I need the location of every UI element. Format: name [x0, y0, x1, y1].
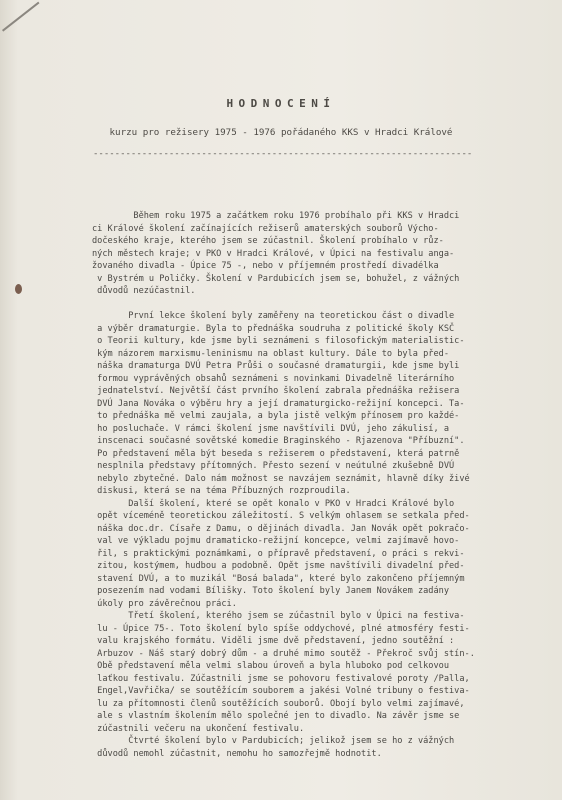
document-subtitle: kurzu pro režisery 1975 - 1976 pořádaného KKS v Hradci Králové: [109, 127, 453, 138]
document-title: HODNOCENÍ: [226, 97, 336, 110]
dashed-divider: ----------------------------------------------------------------------: [93, 149, 473, 159]
document-body: Během roku 1975 a začátkem roku 1976 probíhalo při KKS v Hradci ci Králové školení začínajících režiserů amaterských souborů Výcho- dočeského kraje, kterého jsem se zúčastnil. Školení probíhalo v růz- ných městech kraje; v PKO v Hradci Králové, v Úpici na festivalu anga- žovaného divadla - Úpice 75 -, nebo v příjemném prostředí divadélka v Bystrém u Poličky. Školení v Pardubicích jsem se, bohužel, z vážných důvodů nezúčastnil. První lekce školení byly zaměřeny na teoretickou část o divadle a výběr dramaturgie. Byla to přednáška soudruha z politické školy KSČ o Teorii kultury, kde jsme byli seznámeni s filosofickým materialistic- kým názorem marxismu-leninismu na oblast kultury. Dále to byla před- náška dramaturga DVÚ Petra Průši o současné dramaturgii, kde jsme byli formou vyprávěných obsahů seznámeni s novinkami Divadelně literárního jednatelství. Největší část prvního školení zabrala přednáška režisera DVÚ Jana Nováka o výběru hry a její dramaturgicko-režijní koncepci. Ta- to přednáška mě velmi zaujala, a byla jistě velkým přínosem pro každé- ho posluchače. V rámci školení jsme navštívili DVÚ, jeho zákulisí, a inscenaci současné sovětské komedie Braginského - Rjazenova "Příbuzní". Po představení měla být beseda s režiserem o představení, která patrně nesplnila představy přítomných. Přesto sezení v neútulné zkušebně DVÚ nebylo zbytečné. Dalo nám možnost se navzájem seznámit, hlavně díky živé diskusi, která se na téma Příbuzných rozproudila. Další školení, které se opět konalo v PKO v Hradci Králové bylo opět víceméně teoretickou záležitostí. S velkým ohlasem se setkala před- náška doc.dr. Císaře z Damu, o dějinách divadla. Jan Novák opět pokračo- val ve výkladu pojmu dramaticko-režijní koncepce, velmi zajímavě hovo- řil, s praktickými poznámkami, o přípravě představení, o práci s rekvi- zitou, kostýmem, hudbou a podobně. Opět jsme navštívili divadelní před- stavení DVÚ, a to muzikál "Bosá balada", které bylo zakončeno příjemným posezením nad vodami Bílišky. Toto školení byly Janem Novákem zadány úkoly pro závěrečnou práci. Třetí školení, kterého jsem se zúčastnil bylo v Úpici na festiva- lu - Úpice 75-. Toto školení bylo spíše oddychové, plné atmosféry festi- valu krajského formátu. Viděli jsme dvě představení, jedno soutěžní : Arbuzov - Náš starý dobrý dům - a druhé mimo soutěž - Překroč svůj stín-. Obě představení měla velmi slabou úroveň a byla hluboko pod celkovou laťkou festivalu. Zúčastnili jsme se pohovoru festivalové poroty /Palla, Engel,Vavřička/ se soutěžícím souborem a jakési Volné tribuny o festiva- lu za přítomnosti členů soutěžících souborů. Obojí bylo velmi zajímavé, ale s vlastním školením mělo společné jen to divadlo. Na závěr jsme se zúčastnili večeru na ukončení festivalu. Čtvrté školení bylo v Pardubicích; jelikož jsem se ho z vážných důvodů nemohl zúčastnit, nemohu ho samozřejmě hodnotit.: [92, 211, 475, 759]
scan-edge-line: [2, 2, 39, 32]
punch-hole-mark: [15, 284, 22, 294]
